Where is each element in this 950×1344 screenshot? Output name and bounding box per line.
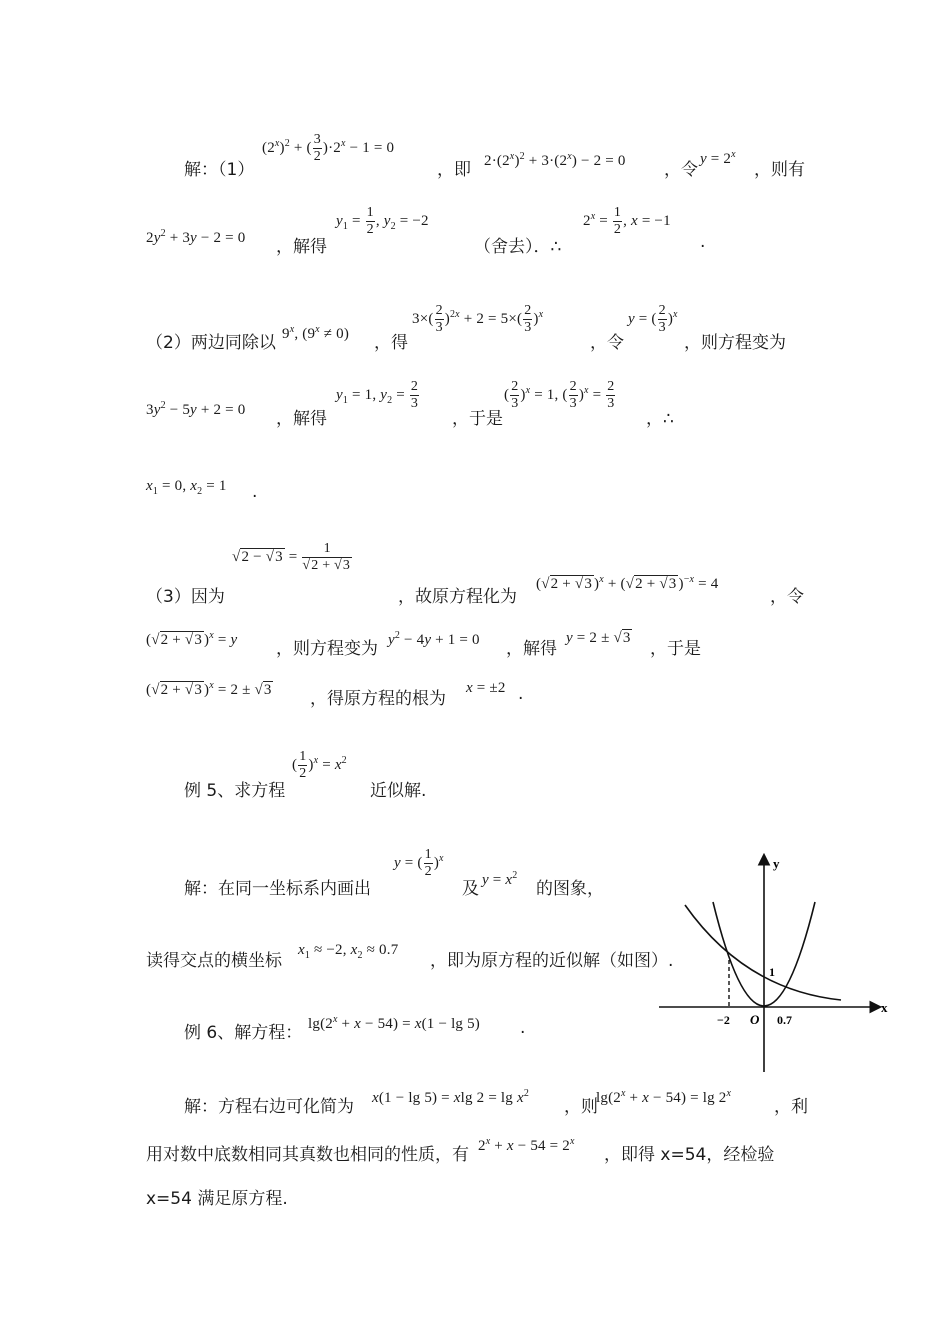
sol6-text-1: ，则 <box>564 1097 598 1117</box>
sol3-equation-g: x = ±2 <box>466 680 506 696</box>
sol1-equation-f: $2^x$ = $\frac{1}{2}$ , x = −1 <box>583 205 671 237</box>
sol6-equation-b: $\lg(2^x + x - 54) = \lg 2^x$ <box>596 1088 732 1106</box>
sol3-text-5: ，于是 <box>650 639 701 659</box>
sol3-text-2: ，令 <box>770 587 804 607</box>
sol1-equation-c: $y = 2^x$ <box>700 149 736 167</box>
sol3-equation-c: (√2 + √3 )$^x$ = y <box>146 630 238 648</box>
sol3-equation-e: y = 2 ± √3 <box>566 630 631 646</box>
x-axis-label: x <box>881 1000 888 1015</box>
sol2-equation-f: ( $\frac{2}{3}$ )$^x$ = 1, ( $\frac{2}{3}$ )$^x$ = $\frac{2}{3}$ <box>504 379 615 411</box>
sol3-text-3: ，则方程变为 <box>276 639 378 659</box>
sol2-equation-e: $y_1 = 1$, $y_2$ = $\frac{2}{3}$ <box>336 379 419 411</box>
sol2-line1 <box>0 303 950 358</box>
sol5-text-4: ，即为原方程的近似解（如图）. <box>430 951 674 971</box>
sol6-line2 <box>0 1130 950 1170</box>
sol1-line1 <box>0 132 950 185</box>
sol6-text-4: ，即得 x=54，经检验 <box>604 1145 775 1165</box>
one-label: 1 <box>769 965 775 979</box>
origin-label: O <box>750 1012 760 1027</box>
sol1-label: 解：（1） <box>184 160 255 180</box>
ex6-equation: $\lg(2^x + x - 54) = x(1 - \lg 5)$ <box>308 1014 480 1032</box>
sol2-equation-c: y = ( $\frac{2}{3}$ )$^x$ <box>628 303 678 335</box>
sol2-label: （2）两边同除以 <box>146 333 276 353</box>
sol5-label: 解：在同一坐标系内画出 <box>184 879 371 899</box>
sol2-line2 <box>0 379 950 434</box>
sol6-text-3: 用对数中底数相同其真数也相同的性质，有 <box>146 1145 469 1165</box>
sol1-equation-a: $(2^x)^2$ + ( $\frac{3}{2}$ )$\cdot 2^x - 1 = 0$ <box>262 132 395 164</box>
sol2-text-1: ，得 <box>374 333 408 353</box>
sol1-line2 <box>0 205 950 262</box>
sol3-text-7: . <box>518 684 524 704</box>
sol6-label: 解：方程右边可化简为 <box>184 1097 354 1117</box>
ex5-text-1: 近似解. <box>370 781 427 801</box>
tick-pos-label: 0.7 <box>777 1013 792 1027</box>
sol1-text-1: ，即 <box>437 160 471 180</box>
sol3-equation-b: (√2 + √3 )$^x$ + (√2 + √3 )$^{-x}$ = 4 <box>536 574 719 592</box>
sol3-text-4: ，解得 <box>506 639 557 659</box>
ex5-label: 例 5、求方程 <box>184 781 286 801</box>
sol6-text-2: ，利 <box>774 1097 808 1117</box>
sol5-text-3: 读得交点的横坐标 <box>146 951 282 971</box>
sol6-text-5: x=54 满足原方程. <box>146 1189 288 1209</box>
sol5-equation-b: $y = x^2$ <box>482 870 518 888</box>
sol5-equation-c: $x_1 \approx -2$, $x_2 \approx 0.7$ <box>298 942 399 961</box>
sol2-text-4: ，解得 <box>276 409 327 429</box>
sol1-equation-b: $2\cdot(2^x)^2 + 3\cdot(2^x) - 2 = 0$ <box>484 151 626 169</box>
ex5-line <box>0 749 950 806</box>
sol3-line3 <box>0 674 950 714</box>
sol3-equation-a: √2 − √3 = $\frac{1}{√2 + √3}$ <box>232 541 351 573</box>
sol2-text-3: ，则方程变为 <box>684 333 786 353</box>
y-axis-label: y <box>773 856 780 871</box>
sol2-text-5: ，于是 <box>452 409 503 429</box>
sol5-text-2: 的图象， <box>536 879 604 899</box>
sol2-line3 <box>0 472 950 512</box>
sol1-text-5: （舍去）．∴ <box>474 237 562 257</box>
sol3-line2 <box>0 624 950 664</box>
sol1-text-2: ，令 <box>664 160 698 180</box>
sol1-text-6: . <box>700 232 706 252</box>
sol2-text-7: . <box>252 482 258 502</box>
sol2-equation-g: $x_1 = 0$, $x_2 = 1$ <box>146 478 227 497</box>
exponential-curve <box>685 905 841 1000</box>
sol5-text-1: 及 <box>462 879 479 899</box>
sol6-equation-c: $2^x + x - 54 = 2^x$ <box>478 1136 575 1154</box>
ex6-label: 例 6、解方程： <box>184 1023 303 1043</box>
sol3-label: （3）因为 <box>146 587 225 607</box>
ex6-line <box>0 1008 950 1048</box>
sol2-text-2: ，令 <box>590 333 624 353</box>
ex6-text-1: . <box>520 1018 526 1038</box>
sol2-equation-d: $3y^2 - 5y + 2 = 0$ <box>146 400 246 418</box>
sol3-text-6: ，得原方程的根为 <box>310 689 446 709</box>
sol2-equation-a: 9$^x$, $(9^x \ne 0)$ <box>282 324 350 342</box>
sol2-equation-b: 3×( $\frac{2}{3}$ )$^{2x}$ + 2 = 5×( $\frac{2}{3}$ )$^x$ <box>412 303 544 335</box>
sol6-line3 <box>0 1174 950 1214</box>
sol3-equation-f: (√2 + √3 )$^x$ = 2 ± √3 <box>146 680 272 698</box>
sol3-text-1: ，故原方程化为 <box>398 587 517 607</box>
sol1-equation-d: $2y^2 + 3y - 2 = 0$ <box>146 228 246 246</box>
tick-neg-label: −2 <box>717 1013 730 1027</box>
sol6-equation-a: x(1 − lg 5) = xlg $2 = \lg x^2$ <box>372 1088 530 1106</box>
ex5-equation: ( $\frac{1}{2}$ )$^x = x^2$ <box>292 749 347 781</box>
sol6-line1 <box>0 1082 950 1122</box>
sol2-text-6: ，∴ <box>646 409 674 429</box>
sol5-equation-a: y = ( $\frac{1}{2}$ )$^x$ <box>394 847 444 879</box>
sol1-equation-e: $y_1$ = $\frac{1}{2}$ , $y_2 = -2$ <box>336 205 429 237</box>
sol3-equation-d: $y^2 - 4y + 1 = 0$ <box>388 630 480 648</box>
sol1-text-3: ，则有 <box>754 160 805 180</box>
sol3-line1 <box>0 541 950 612</box>
sol1-text-4: ，解得 <box>276 237 327 257</box>
